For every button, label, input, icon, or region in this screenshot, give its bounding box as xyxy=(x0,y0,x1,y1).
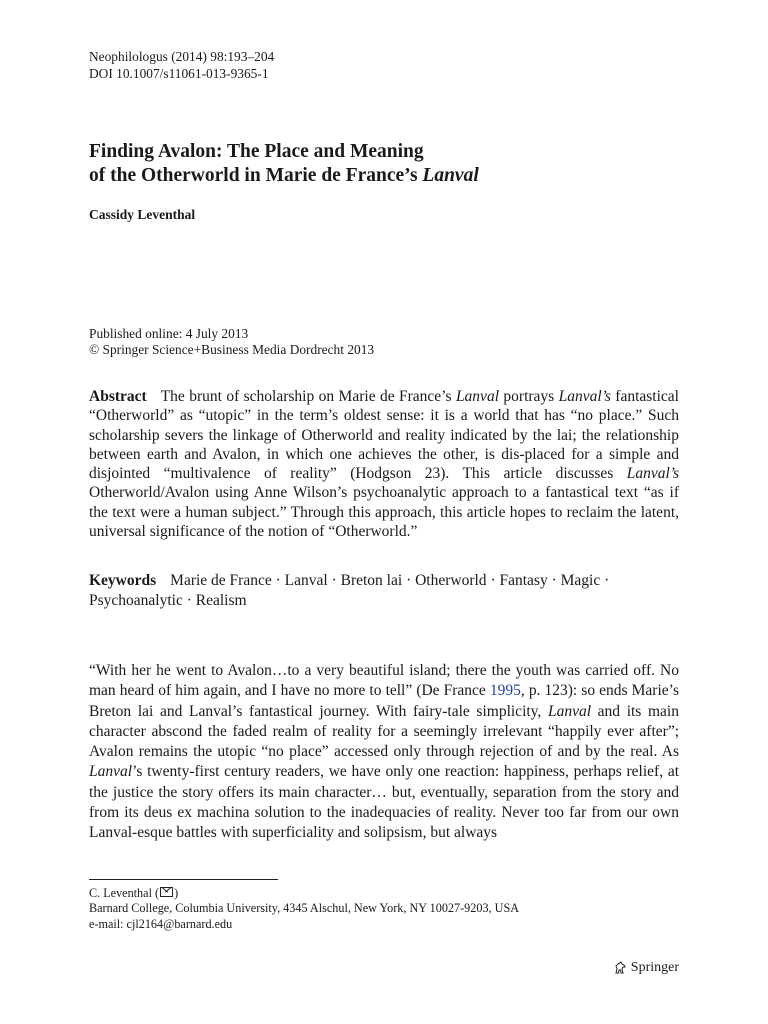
abstract-label: Abstract xyxy=(89,388,147,405)
keyword-item: Fantasy xyxy=(499,572,548,589)
keywords xyxy=(89,571,689,611)
envelope-icon xyxy=(160,887,173,897)
publisher-name: Springer xyxy=(630,960,679,975)
keyword-separator: · xyxy=(271,572,285,589)
author-footnote xyxy=(89,886,519,932)
keyword-item: Marie de France xyxy=(170,572,272,589)
abstract xyxy=(89,387,679,541)
body-paragraph xyxy=(89,661,679,844)
keyword-separator: · xyxy=(402,572,416,589)
publication-info xyxy=(89,326,374,358)
publisher-mark xyxy=(613,960,679,976)
footnote-divider xyxy=(89,879,278,880)
citation-link[interactable]: 1995 xyxy=(489,682,521,700)
keyword-item: Magic xyxy=(560,572,601,589)
body-text-1: “With her he went to Avalon…to a very beautiful island; there the youth was carried off. No man heard of him again, and I have no more to tell” (De France xyxy=(89,662,679,700)
abstract-text-2: portrays xyxy=(499,388,559,405)
abstract-text-3: fantastical “Otherworld” as “utopic” in the term’s oldest sense: it is a world that has “no place.” Such scholarship severs the linkage of Otherworld and reality indicated by the lai; the relationship between earth and Avalon, in which one achieves the other, is dis-placed for a simple and disjointed “multivalence of reality” (Hodgson 23). This article discusses xyxy=(89,388,679,483)
title-line-2-prefix: of the Otherworld in Marie de France’s xyxy=(89,165,423,186)
body-italic-2: Lanval xyxy=(89,763,133,781)
title-line-2-italic: Lanval xyxy=(422,165,479,186)
article-title xyxy=(89,140,689,188)
abstract-text-4: Otherworld/Avalon using Anne Wilson’s psychoanalytic approach to a fantastical text “as if the text were a human subject.” Through this approach, this article hopes to reclaim the latent, universal significance of the notion of “Otherworld.” xyxy=(89,484,679,541)
corresponding-author xyxy=(89,886,519,901)
keyword-separator: · xyxy=(600,572,610,589)
journal-header xyxy=(89,48,274,82)
keyword-separator: · xyxy=(182,592,196,609)
footnote-name-suffix: ) xyxy=(174,886,179,900)
keyword-item: Breton lai xyxy=(340,572,403,589)
keywords-label: Keywords xyxy=(89,572,157,589)
keyword-item: Otherworld xyxy=(415,572,487,589)
springer-horse-icon xyxy=(613,961,627,975)
author-name: Cassidy Leventhal xyxy=(89,207,196,222)
author-email: e-mail: cjl2164@barnard.edu xyxy=(89,916,233,931)
author-affiliation: Barnard College, Columbia University, 4345 Alschul, New York, NY 10027-9203, USA xyxy=(89,901,520,916)
abstract-italic-1: Lanval xyxy=(455,388,499,405)
footnote-name-prefix: C. Leventhal ( xyxy=(89,886,160,900)
published-online-date: Published online: 4 July 2013 xyxy=(89,326,249,341)
body-text-3: and its main character abscond the faded realm of reality for a seemingly irrelevant “happily ever after”; Avalon remains the utopic “no place” accessed only through rejection of and by the real. As xyxy=(89,702,679,761)
abstract-text-1: The brunt of scholarship on Marie de France’s xyxy=(160,388,456,405)
abstract-italic-2: Lanval’s xyxy=(558,388,611,405)
copyright-notice: © Springer Science+Business Media Dordrecht 2013 xyxy=(89,342,375,357)
body-text-4: ’s twenty-first century readers, we have only one reaction: happiness, perhaps relief, at the justice the story offers its main character… but, eventually, separation from the story and from its deus ex machina solution to the inadequacies of reality. Never too far from our own Lanval-esque battles with superficiality and solipsism, but always xyxy=(89,763,679,842)
keyword-item: Psychoanalytic xyxy=(89,592,183,609)
body-text-2: , p. 123): so ends Marie’s Breton lai and Lanval’s fantastical journey. With fairy-tale simplicity, xyxy=(89,682,679,720)
keyword-separator: · xyxy=(327,572,341,589)
keyword-separator: · xyxy=(547,572,561,589)
keyword-separator: · xyxy=(486,572,500,589)
title-line-1: Finding Avalon: The Place and Meaning xyxy=(89,141,424,162)
doi: DOI 10.1007/s11061-013-9365-1 xyxy=(89,66,269,81)
keyword-list xyxy=(89,572,609,609)
keyword-item: Realism xyxy=(195,592,247,609)
journal-citation: Neophilologus (2014) 98:193–204 xyxy=(89,49,275,64)
keyword-item: Lanval xyxy=(284,572,328,589)
abstract-italic-3: Lanval’s xyxy=(626,465,679,483)
body-italic-1: Lanval xyxy=(547,702,592,720)
